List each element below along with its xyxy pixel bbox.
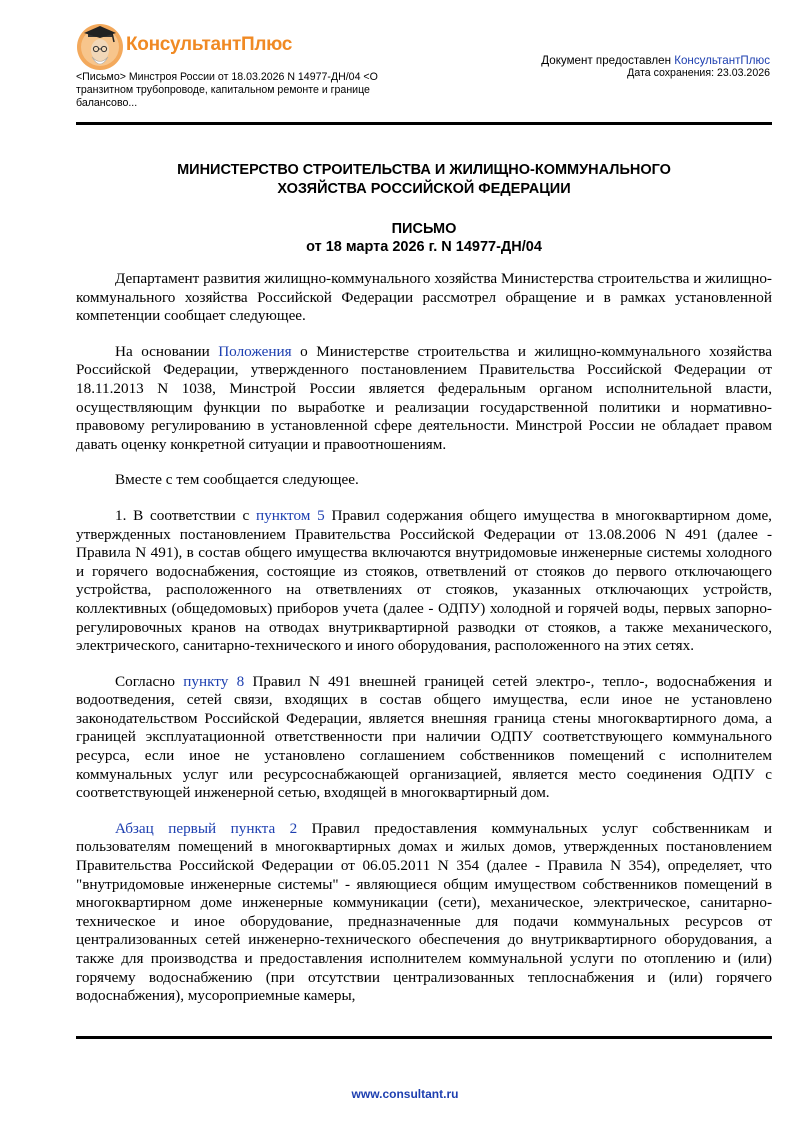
document-header <box>0 0 810 128</box>
link-abzac-punkt-2[interactable]: Абзац первый пункта 2 <box>115 819 298 837</box>
footer-divider <box>76 1036 772 1039</box>
ministry-title <box>76 161 772 199</box>
link-polozheniya[interactable]: Положения <box>218 342 292 360</box>
paragraph-4-text-after: Правил содержания общего имущества в многоквартирном доме, утвержденных постановлением Правительства Российской Федерации от 13.08.2006 N 491 (далее - Правила N 491), в состав общего имущества включаются внутридомовые инженерные системы холодного и горячего водоснабжения, состоящие из стояков, ответвлений от стояков до первого отключающего устройства, расположенного на ответвлениях от стояков, указанных отключающих устройств, коллективных (общедомовых) приборов учета (далее - ОДПУ) холодной и горячей воды, первых запорно-регулировочных кранов на отводах внутриквартирной разводки от стояков, а также механического, электрического, санитарно-технического и иного оборудования, расположенного на этих сетях. <box>76 506 772 655</box>
provided-by <box>541 54 770 68</box>
ministry-title-line-2: ХОЗЯЙСТВА РОССИЙСКОЙ ФЕДЕРАЦИИ <box>277 181 571 197</box>
paragraph-5 <box>76 673 772 803</box>
link-punkt-5[interactable]: пунктом 5 <box>256 506 325 524</box>
paragraph-6 <box>76 820 772 1006</box>
paragraph-5-text-after: Правил N 491 внешней границей сетей электро-, тепло-, водоснабжения и водоотведения, сетей связи, входящих в состав общего имущества, если иное не установлено законодательством Российской Федерации, является внешняя граница стены многоквартирного дома, а границей эксплуатационной ответственности при наличии ОДПУ соответствующего коммунального ресурса, если иное не установлено соглашением собственников помещений с исполнителем коммунальных услуг или ресурсоснабжающей организацией, является место соединения ОДПУ с соответствующей инженерной сетью, входящей в многоквартирный дом. <box>76 672 773 802</box>
logo-wordmark: КонсультантПлюс <box>126 34 293 55</box>
letter-type: ПИСЬМО <box>391 221 457 237</box>
paragraph-4 <box>76 507 772 656</box>
letter-heading <box>76 220 772 256</box>
paragraph-2-text-after: о Министерстве строительства и жилищно-коммунального хозяйства Российской Федерации, утвержденного постановлением Правительства Российской Федерации от 18.11.2013 N 1038, Минстрой России является федеральным органом исполнительной власти, осуществляющим функции по выработке и реализации государственной политики и нормативно-правовому регулированию в установленной сфере деятельности. Минстрой России не обладает правом давать оценку конкретной ситуации и правоотношениям. <box>76 342 772 453</box>
link-punkt-8[interactable]: пункту 8 <box>183 672 245 690</box>
paragraph-6-text-after: Правил предоставления коммунальных услуг собственникам и пользователям помещений в многоквартирных домах и жилых домов, утвержденных постановлением Правительства Российской Федерации от 06.05.2011 N 354 (далее - Правила N 354), определяет, что "внутридомовые инженерные системы" - являющиеся общим имуществом собственников помещений в многоквартирном доме инженерные коммуникации (сети), механическое, электрическое, санитарно-техническое и иное оборудование, предназначенные для подачи коммунальных ресурсов от централизованных сетей инженерно-технического обеспечения до внутриквартирного оборудования, а также для производства и предоставления исполнителем коммунальной услуги по отоплению и (или) горячему водоснабжению (при отсутствии централизованных теплоснабжения и (или) горячего водоснабжения), мусороприемные камеры, <box>76 819 772 1005</box>
header-divider <box>76 122 772 125</box>
paragraph-5-text-before: Согласно <box>115 672 184 690</box>
document-reference: <Письмо> Минстроя России от 18.03.2026 N 14977-ДН/04 <О транзитном трубопроводе, капитальном ремонте и границе балансово... <box>76 71 378 109</box>
paragraph-2-text-before: На основании <box>115 342 219 360</box>
consultant-plus-logo <box>76 20 306 74</box>
save-date: Дата сохранения: 23.03.2026 <box>627 67 770 79</box>
paragraph-2 <box>76 343 772 455</box>
provided-prefix: Документ предоставлен <box>541 54 675 67</box>
professor-mascot-icon <box>76 20 128 74</box>
document-body <box>76 270 772 1023</box>
letter-date-number: от 18 марта 2026 г. N 14977-ДН/04 <box>306 239 542 255</box>
provided-brand-link[interactable]: КонсультантПлюс <box>674 54 770 67</box>
ministry-title-line-1: МИНИСТЕРСТВО СТРОИТЕЛЬСТВА И ЖИЛИЩНО-КОММУНАЛЬНОГО <box>177 162 671 178</box>
paragraph-4-text-before: 1. В соответствии с <box>115 506 257 524</box>
paragraph-1: Департамент развития жилищно-коммунального хозяйства Министерства строительства и жилищно-коммунального хозяйства Российской Федерации рассмотрел обращение и в рамках установленной компетенции сообщает следующее. <box>76 270 772 325</box>
footer-site-link[interactable]: www.consultant.ru <box>351 1087 459 1101</box>
paragraph-3: Вместе с тем сообщается следующее. <box>115 471 359 489</box>
